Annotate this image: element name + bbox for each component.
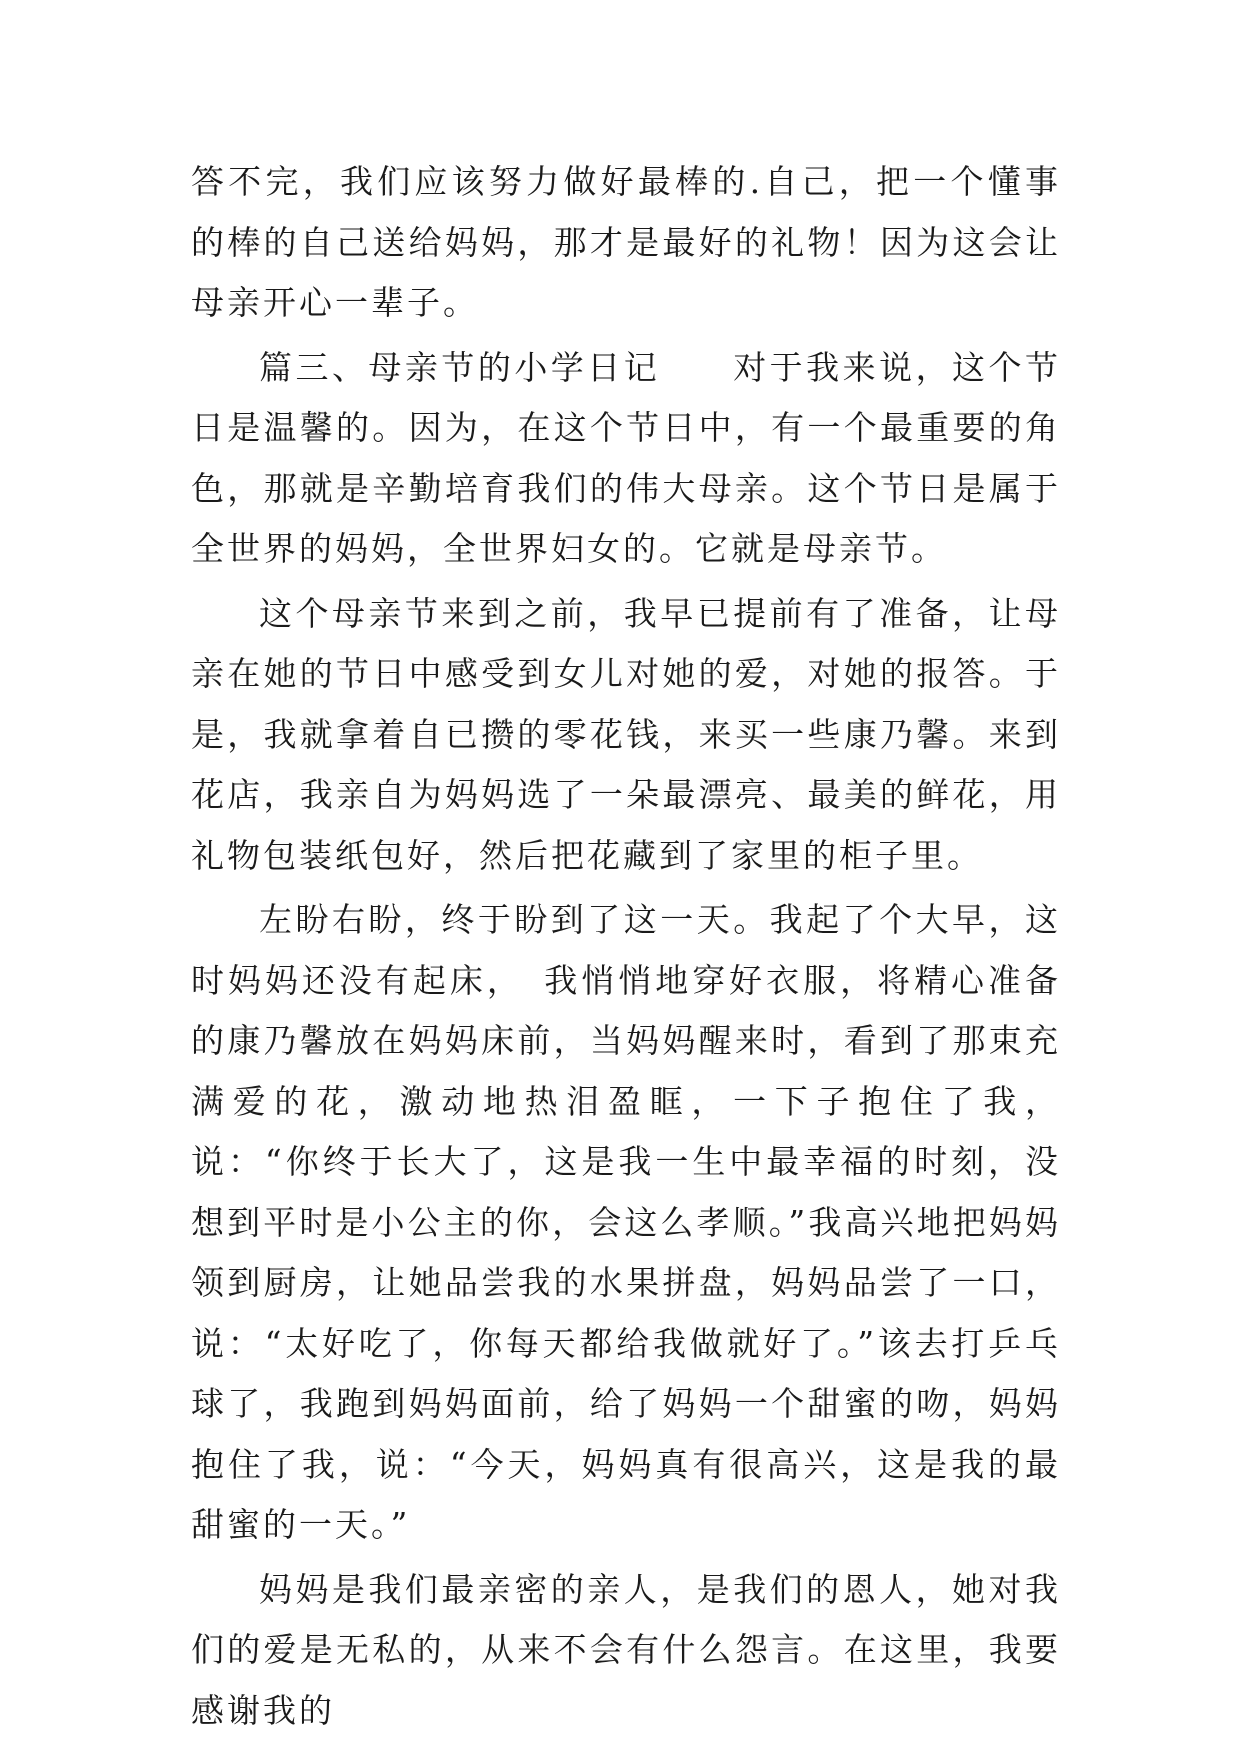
paragraph-mothers-day-morning: 左盼右盼，终于盼到了这一天。我起了个大早，这时妈妈还没有起床， 我悄悄地穿好衣服，将精心准备的康乃馨放在妈妈床前，当妈妈醒来时，看到了那束充满爱的花，激动地热泪盈眶，一下子抱住了我，说：“你终于长大了，这是我一生中最幸福的时刻，没想到平时是小公主的你，会这么孝顺。”我高兴地把妈妈领到厨房，让她品尝我的水果拼盘，妈妈品尝了一口，说：“太好吃了，你每天都给我做就好了。”该去打乒乓球了，我跑到妈妈面前，给了妈妈一个甜蜜的吻，妈妈抱住了我，说：“今天，妈妈真有很高兴，这是我的最甜蜜的一天。” (191, 900, 1061, 1544)
paragraph-section-three-intro: 篇三、母亲节的小学日记 对于我来说，这个节日是温馨的。因为，在这个节日中，有一个最重要的角色，那就是辛勤培育我们的伟大母亲。这个节日是属于全世界的妈妈，全世界妇女的。它就是母亲节。 (191, 347, 1061, 568)
paragraph-preparation: 这个母亲节来到之前，我早已提前有了准备，让母亲在她的节日中感受到女儿对她的爱，对她的报答。于是，我就拿着自已攒的零花钱，来买一些康乃馨。来到花店，我亲自为妈妈选了一朵最漂亮、最美的鲜花，用礼物包装纸包好，然后把花藏到了家里的柜子里。 (191, 593, 1061, 875)
paragraph-continuation: 答不完，我们应该努力做好最棒的.自己，把一个懂事的棒的自己送给妈妈，那才是最好的礼物！因为这会让母亲开心一辈子。 (191, 162, 1061, 322)
paragraph-gratitude: 妈妈是我们最亲密的亲人，是我们的恩人，她对我们的爱是无私的，从来不会有什么怨言。在这里，我要感谢我的 (191, 1569, 1061, 1730)
document-page (191, 152, 1061, 1745)
